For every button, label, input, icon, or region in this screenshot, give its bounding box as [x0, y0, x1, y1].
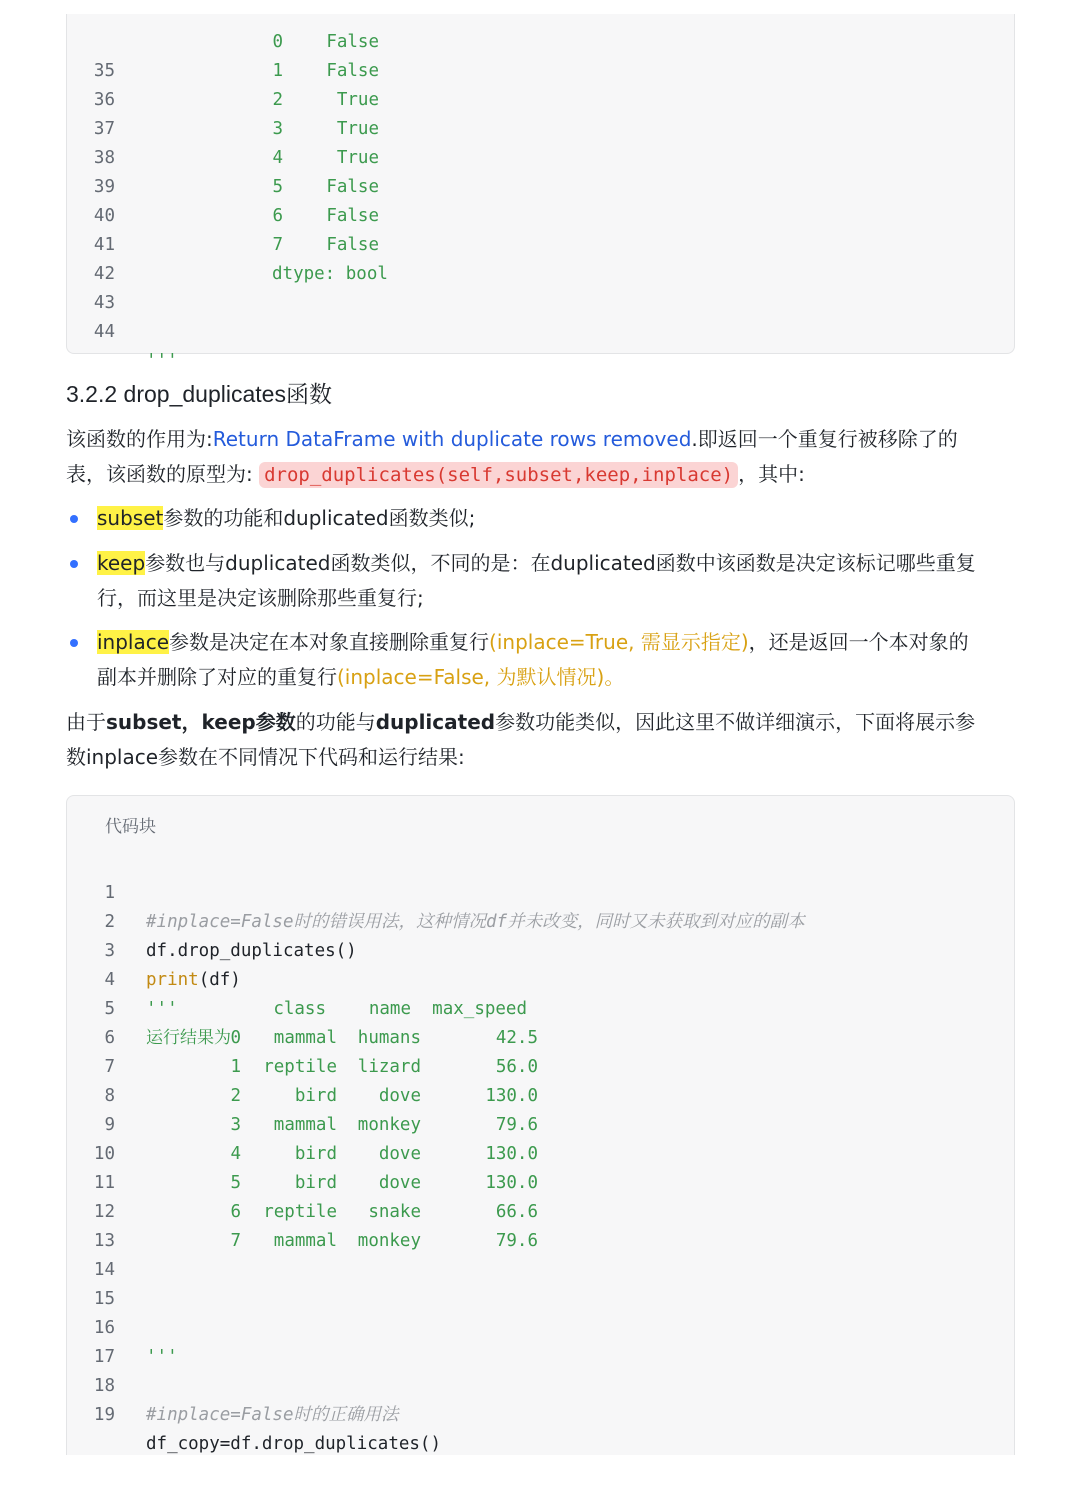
bullet-inplace: inplace参数是决定在本对象直接删除重复行(inplace=True, 需显示指定)，还是返回一个本对象的 副本并删除了对应的重复行(inplace=False, 为默认情况)。: [97, 630, 969, 689]
intro-paragraph: 该函数的作用为:Return DataFrame with duplicate rows removed.即返回一个重复行被移除了的 表，该函数的原型为: drop_duplicates(self,subset,keep,inplace) ，其中:: [66, 427, 958, 486]
code-block-title: 代码块: [105, 817, 156, 837]
table-row: 7 0 mammal humans 42.5: [104, 1028, 538, 1077]
code-line: 6 class name max_speed: [104, 999, 527, 1048]
doc-link[interactable]: Return DataFrame with duplicate rows removed: [212, 427, 692, 451]
code-line: 17: [93, 1347, 115, 1367]
code-line: 19 df_copy=df.drop_duplicates(): [93, 1405, 442, 1454]
code-line: 42 7 False: [93, 235, 379, 284]
table-row: 12 5 bird dove 130.0: [93, 1173, 538, 1222]
code-line: 15: [93, 1289, 115, 1309]
code-line: 41 6 False: [93, 206, 379, 255]
highlight-keep: keep: [97, 551, 146, 575]
code-line: 3 print(df): [104, 941, 241, 990]
code-line: 36 1 False: [93, 61, 379, 110]
code-line: 35 0 False: [93, 32, 379, 81]
code-block-output-1: [66, 14, 1015, 371]
code-line: 43 dtype: bool: [93, 264, 388, 313]
code-line: 18 #inplace=False时的正确用法: [93, 1376, 399, 1425]
bullet-dot: [70, 560, 78, 568]
bullet-dot: [70, 515, 78, 523]
code-line: 38 3 True: [93, 119, 379, 168]
code-line: 5 运行结果为: [104, 999, 231, 1048]
table-row: 14 7 mammal monkey 79.6: [93, 1231, 538, 1280]
table-row: 8 1 reptile lizard 56.0: [104, 1057, 538, 1106]
code-line: 39 4 True: [93, 148, 379, 197]
bullet-subset: subset参数的功能和duplicated函数类似;: [97, 506, 476, 530]
highlight-subset: subset: [97, 506, 164, 530]
table-row: 13 6 reptile snake 66.6: [93, 1202, 538, 1251]
code-line: 16 ''': [93, 1318, 178, 1367]
code-line: 4 ''': [104, 970, 178, 1019]
table-row: 11 4 bird dove 130.0: [93, 1144, 538, 1193]
table-row: 9 2 bird dove 130.0: [104, 1086, 538, 1135]
code-line: 2 df.drop_duplicates(): [104, 912, 357, 961]
highlight-inplace: inplace: [97, 630, 170, 654]
table-row: 10 3 mammal monkey 79.6: [93, 1115, 538, 1164]
code-line: 1 #inplace=False时的错误用法，这种情况df并未改变，同时又未获取到对应的副本: [104, 883, 805, 932]
code-block-2: [66, 795, 1015, 1455]
section-heading: 3.2.2 drop_duplicates函数: [66, 381, 332, 407]
code-line: 44 ''': [93, 322, 178, 371]
explanation-paragraph: 由于subset，keep参数的功能与duplicated参数功能类似，因此这里不做详细演示，下面将展示参 数inplace参数在不同情况下代码和运行结果:: [66, 710, 976, 769]
inline-code-prototype: drop_duplicates(self,subset,keep,inplace): [259, 462, 738, 488]
code-line: 37 2 True: [93, 90, 379, 139]
code-line: 40 5 False: [93, 177, 379, 226]
bullet-keep: keep参数也与duplicated函数类似，不同的是：在duplicated函数中该函数是决定该标记哪些重复 行，而这里是决定该删除那些重复行;: [97, 551, 976, 610]
bullet-dot: [70, 639, 78, 647]
